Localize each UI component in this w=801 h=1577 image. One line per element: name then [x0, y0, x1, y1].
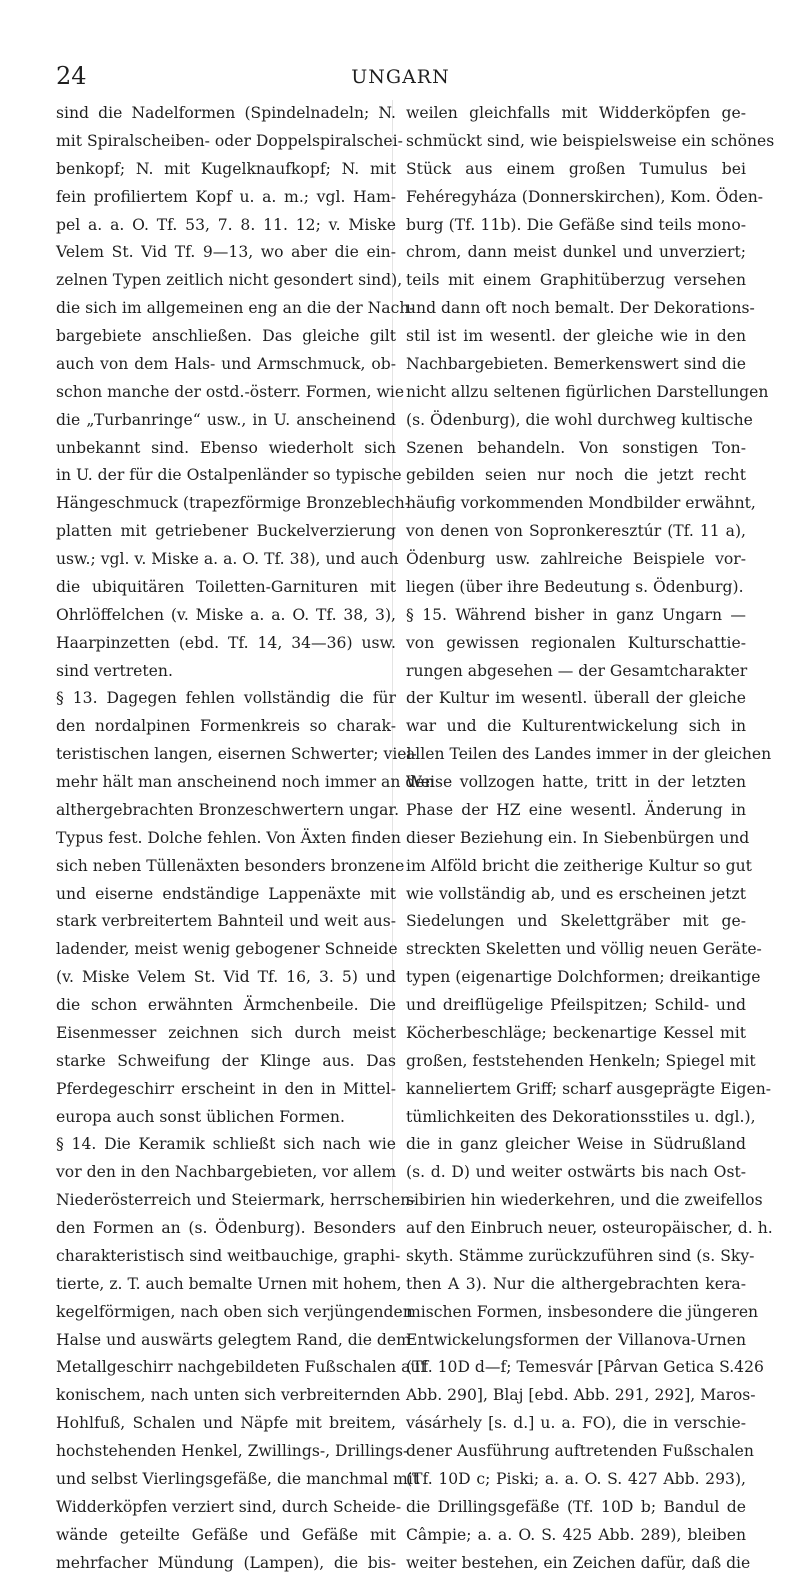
text-line: mehrfacher Mündung (Lampen), die bis- — [56, 1550, 396, 1577]
text-line: Haarpinzetten (ebd. Tf. 14, 34—36) usw. — [56, 630, 396, 658]
text-line: Pferdegeschirr erscheint in den in Mittel- — [56, 1076, 396, 1104]
text-line: hochstehenden Henkel, Zwillings-, Drillings- — [56, 1438, 396, 1466]
text-line: Typus fest. Dolche fehlen. Von Äxten finden — [56, 825, 396, 853]
text-line: und dann oft noch bemalt. Der Dekorations- — [406, 295, 746, 323]
text-line: im Alföld bricht die zeitherige Kultur so gut — [406, 853, 746, 881]
text-line: kegelförmigen, nach oben sich verjüngenden — [56, 1299, 396, 1327]
text-line: schmückt sind, wie beispielsweise ein schönes — [406, 128, 746, 156]
text-line: tümlichkeiten des Dekorationsstiles u. dgl.), — [406, 1104, 746, 1132]
text-line: kanneliertem Griff; scharf ausgeprägte Eigen- — [406, 1076, 746, 1104]
text-line: skyth. Stämme zurückzuführen sind (s. Sky- — [406, 1243, 746, 1271]
text-line: sind vertreten. — [56, 658, 396, 686]
text-line: mit Spiralscheiben- oder Doppelspiralschei- — [56, 128, 396, 156]
text-line: § 15. Während bisher in ganz Ungarn — — [406, 602, 746, 630]
text-line: unbekannt sind. Ebenso wiederholt sich — [56, 435, 396, 463]
text-line: die „Turbanringe“ usw., in U. anscheinend — [56, 407, 396, 435]
text-line: dieser Beziehung ein. In Siebenbürgen und — [406, 825, 746, 853]
text-line: Ödenburg usw. zahlreiche Beispiele vor- — [406, 546, 746, 574]
text-line: und dreiflügelige Pfeilspitzen; Schild- und — [406, 992, 746, 1020]
text-line: mehr hält man anscheinend noch immer an den — [56, 769, 396, 797]
text-line: weilen gleichfalls mit Widderköpfen ge- — [406, 100, 746, 128]
text-line: teils mit einem Graphitüberzug versehen — [406, 267, 746, 295]
right-column — [406, 100, 746, 1577]
text-line: und selbst Vierlingsgefäße, die manchmal mit — [56, 1466, 396, 1494]
text-line: typen (eigenartige Dolchformen; dreikantige — [406, 964, 746, 992]
text-line: liegen (über ihre Bedeutung s. Ödenburg). — [406, 574, 746, 602]
text-line: gebilden seien nur noch die jetzt recht — [406, 462, 746, 490]
text-line: in U. der für die Ostalpenländer so typische — [56, 462, 396, 490]
text-line: bargebiete anschließen. Das gleiche gilt — [56, 323, 396, 351]
text-line: burg (Tf. 11b). Die Gefäße sind teils mono- — [406, 212, 746, 240]
text-line: Hohlfuß, Schalen und Näpfe mit breitem, — [56, 1410, 396, 1438]
text-line: Velem St. Vid Tf. 9—13, wo aber die ein- — [56, 239, 396, 267]
text-line: (s. d. D) und weiter ostwärts bis nach Ost- — [406, 1159, 746, 1187]
text-line: zelnen Typen zeitlich nicht gesondert sind), — [56, 267, 396, 295]
text-line: then A 3). Nur die althergebrachten kera- — [406, 1271, 746, 1299]
text-line: sibirien hin wiederkehren, und die zweifellos — [406, 1187, 746, 1215]
text-line: Câmpie; a. a. O. S. 425 Abb. 289), bleiben — [406, 1522, 746, 1550]
text-line: häufig vorkommenden Mondbilder erwähnt, — [406, 490, 746, 518]
text-line: vásárhely [s. d.] u. a. FO), die in verschie- — [406, 1410, 746, 1438]
text-line: die Drillingsgefäße (Tf. 10D b; Bandul de — [406, 1494, 746, 1522]
text-line: nicht allzu seltenen figürlichen Darstellungen — [406, 379, 746, 407]
text-line: charakteristisch sind weitbauchige, graphi- — [56, 1243, 396, 1271]
text-line: wie vollständig ab, und es erscheinen jetzt — [406, 881, 746, 909]
text-line: die sich im allgemeinen eng an die der Nach- — [56, 295, 396, 323]
text-line: den nordalpinen Formenkreis so charak- — [56, 713, 396, 741]
text-line: chrom, dann meist dunkel und unverziert; — [406, 239, 746, 267]
text-line: starke Schweifung der Klinge aus. Das — [56, 1048, 396, 1076]
text-line: die ubiquitären Toiletten-Garnituren mit — [56, 574, 396, 602]
text-line: sind die Nadelformen (Spindelnadeln; N. — [56, 100, 396, 128]
text-line: Widderköpfen verziert sind, durch Scheide- — [56, 1494, 396, 1522]
text-line: stil ist im wesentl. der gleiche wie in den — [406, 323, 746, 351]
text-line: mischen Formen, insbesondere die jüngeren — [406, 1299, 746, 1327]
text-line: usw.; vgl. v. Miske a. a. O. Tf. 38), und auch — [56, 546, 396, 574]
text-line: Abb. 290], Blaj [ebd. Abb. 291, 292], Maros- — [406, 1382, 746, 1410]
running-head: UNGARN — [0, 66, 801, 88]
text-line: sich neben Tüllenäxten besonders bronzene — [56, 853, 396, 881]
text-line: Fehéregyháza (Donnerskirchen), Kom. Öden- — [406, 184, 746, 212]
text-line: auf den Einbruch neuer, osteuropäischer, d. h. — [406, 1215, 746, 1243]
text-line: Stück aus einem großen Tumulus bei — [406, 156, 746, 184]
text-line: § 13. Dagegen fehlen vollständig die für — [56, 685, 396, 713]
text-line: Ohrlöffelchen (v. Miske a. a. O. Tf. 38, 3), — [56, 602, 396, 630]
page-number: 24 — [56, 62, 87, 90]
text-line: Siedelungen und Skelettgräber mit ge- — [406, 908, 746, 936]
text-line: Niederösterreich und Steiermark, herrschen- — [56, 1187, 396, 1215]
text-line: auch von dem Hals- und Armschmuck, ob- — [56, 351, 396, 379]
text-line: schon manche der ostd.-österr. Formen, wie — [56, 379, 396, 407]
text-line: die in ganz gleicher Weise in Südrußland — [406, 1131, 746, 1159]
text-line: den Formen an (s. Ödenburg). Besonders — [56, 1215, 396, 1243]
text-line: großen, feststehenden Henkeln; Spiegel mit — [406, 1048, 746, 1076]
text-line: ladender, meist wenig gebogener Schneide — [56, 936, 396, 964]
text-line: Köcherbeschläge; beckenartige Kessel mit — [406, 1020, 746, 1048]
text-line: § 14. Die Keramik schließt sich nach wie — [56, 1131, 396, 1159]
text-line: von denen von Sopronkeresztúr (Tf. 11 a), — [406, 518, 746, 546]
text-line: streckten Skeletten und völlig neuen Geräte- — [406, 936, 746, 964]
text-line: Entwickelungsformen der Villanova-Urnen — [406, 1327, 746, 1355]
text-line: Szenen behandeln. Von sonstigen Ton- — [406, 435, 746, 463]
text-line: rungen abgesehen — der Gesamtcharakter — [406, 658, 746, 686]
text-line: fein profiliertem Kopf u. a. m.; vgl. Ham- — [56, 184, 396, 212]
text-line: (Tf. 10D c; Piski; a. a. O. S. 427 Abb. 293), — [406, 1466, 746, 1494]
text-line: Weise vollzogen hatte, tritt in der letzten — [406, 769, 746, 797]
text-line: war und die Kulturentwickelung sich in — [406, 713, 746, 741]
text-line: stark verbreitertem Bahnteil und weit aus- — [56, 908, 396, 936]
page-header — [0, 60, 801, 92]
text-line: der Kultur im wesentl. überall der gleiche — [406, 685, 746, 713]
text-line: Nachbargebieten. Bemerkenswert sind die — [406, 351, 746, 379]
text-line: Hängeschmuck (trapezförmige Bronzeblech- — [56, 490, 396, 518]
text-line: platten mit getriebener Buckelverzierung — [56, 518, 396, 546]
text-line: dener Ausführung auftretenden Fußschalen — [406, 1438, 746, 1466]
text-line: Eisenmesser zeichnen sich durch meist — [56, 1020, 396, 1048]
text-line: (Tf. 10D d—f; Temesvár [Pârvan Getica S.426 — [406, 1354, 746, 1382]
text-line: althergebrachten Bronzeschwertern ungar. — [56, 797, 396, 825]
text-line: pel a. a. O. Tf. 53, 7. 8. 11. 12; v. Miske — [56, 212, 396, 240]
text-line: konischem, nach unten sich verbreiternden — [56, 1382, 396, 1410]
text-line: vor den in den Nachbargebieten, vor allem — [56, 1159, 396, 1187]
text-line: tierte, z. T. auch bemalte Urnen mit hohem, — [56, 1271, 396, 1299]
text-line: (s. Ödenburg), die wohl durchweg kultische — [406, 407, 746, 435]
text-line: von gewissen regionalen Kulturschattie- — [406, 630, 746, 658]
text-line: die schon erwähnten Ärmchenbeile. Die — [56, 992, 396, 1020]
left-column — [56, 100, 396, 1577]
text-line: Halse und auswärts gelegtem Rand, die dem — [56, 1327, 396, 1355]
text-line: benkopf; N. mit Kugelknaufkopf; N. mit — [56, 156, 396, 184]
text-line: und eiserne endständige Lappenäxte mit — [56, 881, 396, 909]
text-line: wände geteilte Gefäße und Gefäße mit — [56, 1522, 396, 1550]
text-line: allen Teilen des Landes immer in der gleichen — [406, 741, 746, 769]
text-line: teristischen langen, eisernen Schwerter; viel- — [56, 741, 396, 769]
text-line: weiter bestehen, ein Zeichen dafür, daß die — [406, 1550, 746, 1577]
text-line: Phase der HZ eine wesentl. Änderung in — [406, 797, 746, 825]
text-line: (v. Miske Velem St. Vid Tf. 16, 3. 5) und — [56, 964, 396, 992]
text-line: europa auch sonst üblichen Formen. — [56, 1104, 396, 1132]
text-line: Metallgeschirr nachgebildeten Fußschalen auf — [56, 1354, 396, 1382]
